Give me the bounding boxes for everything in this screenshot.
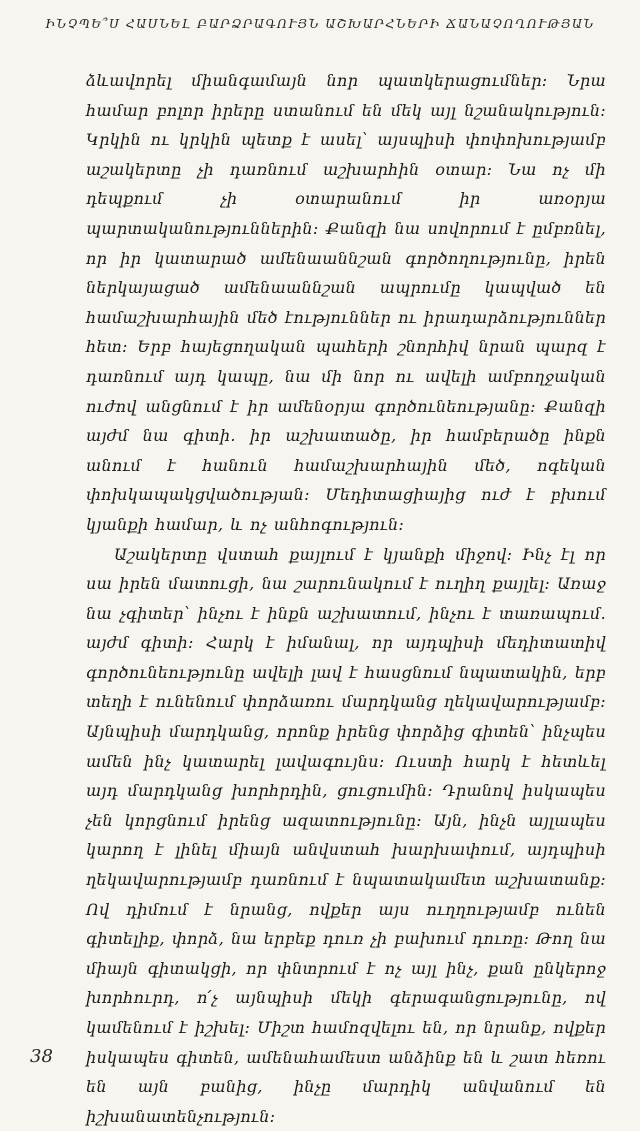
paragraph-2: Աշակերտը վստահ քայլում է կյանքի միջով: Ինչ էլ որ սա իրեն մատուցի, նա շարունակում է ուղիղ քայլել: Առաջ նա չգիտեր՝ ինչու է ինքն աշխատում, ինչու է տառապում. այժմ գիտի: Հարկ է իմանալ, որ այդպիսի մեդիտատիվ գործունեությունը ավելի լավ է հասցնում նպատակին, երբ տեղի է ունենում փորձառու մարդկանց ղեկավարությամբ: Այնպիսի մարդկանց, որոնք իրենց փորձից գիտեն՝ ինչպես ամեն ինչ կատարել լավագույնս: Ուստի հարկ է հետևել այդ մարդկանց խորհրդին, ցուցումին: Դրանով իսկապես չեն կորցնում իրենց ազատությունը: Այն, ինչն այլապես կարող է լինել միայն անվստահ խարխափում, այդպիսի ղեկավարությամբ դառնում է նպատակամետ աշխատանք: Ով դիմում է նրանց, ովքեր այս ուղղությամբ ունեն գիտելիք, փորձ, նա երբեք դուռ չի բախում դուռը: Թող նա միայն գիտակցի, որ փնտրում է ոչ այլ ինչ, քան ընկերոջ խորհուրդ, ո՛չ այնպիսի մեկի գերագանցությունը, ով կամենում է իշխել: Միշտ համոզվելու են, որ նրանք, ովքեր իսկապես գիտեն, ամենահամեստ անձինք են և շատ հեռու են այն բանից, ինչը մարդիկ անվանում են իշխանատենչություն:: [86, 540, 606, 1131]
body-text: [86, 66, 606, 1131]
paragraph-1: ձևավորել միանգամայն նոր պատկերացումներ: Նրա համար բոլոր իրերը ստանում են մեկ այլ նշանակություն: Կրկին ու կրկին պետք է ասել՝ այսպիսի փոփոխությամբ աշակերտը չի դառնում աշխարհին օտար: Նա ոչ մի դեպքում չի օտարանում իր առօրյա պարտականություններին: Քանզի նա սովորում է ըմբռնել, որ իր կատարած ամենաաննշան գործողությունը, իրեն ներկայացած ամենաաննշան ապրումը կապված են համաշխարհային մեծ էություններ ու իրադարձություններ հետ: Երբ հայեցողական պահերի շնորհիվ նրան պարզ է դառնում այդ կապը, նա մի նոր ու ավելի ամբողջական ուժով անցնում է իր ամենօրյա գործունեությանը: Քանզի այժմ նա գիտի. իր աշխատածը, իր համբերածը ինքն անում է հանուն համաշխարհային մեծ, ոգեկան փոխկապակցվածության: Մեդիտացիայից ուժ է բխում կյանքի համար, և ոչ անհոգություն:: [86, 66, 606, 540]
page-number: 38: [30, 1046, 53, 1067]
running-header: ԻՆՉՊԵ՞Ս ՀԱՍՆԵԼ ԲԱՐՁՐԱԳՈՒՅՆ ԱՇԽԱՐՀՆԵՐԻ ՃԱՆԱՉՈՂՈՒԹՅԱՆ: [0, 16, 640, 31]
